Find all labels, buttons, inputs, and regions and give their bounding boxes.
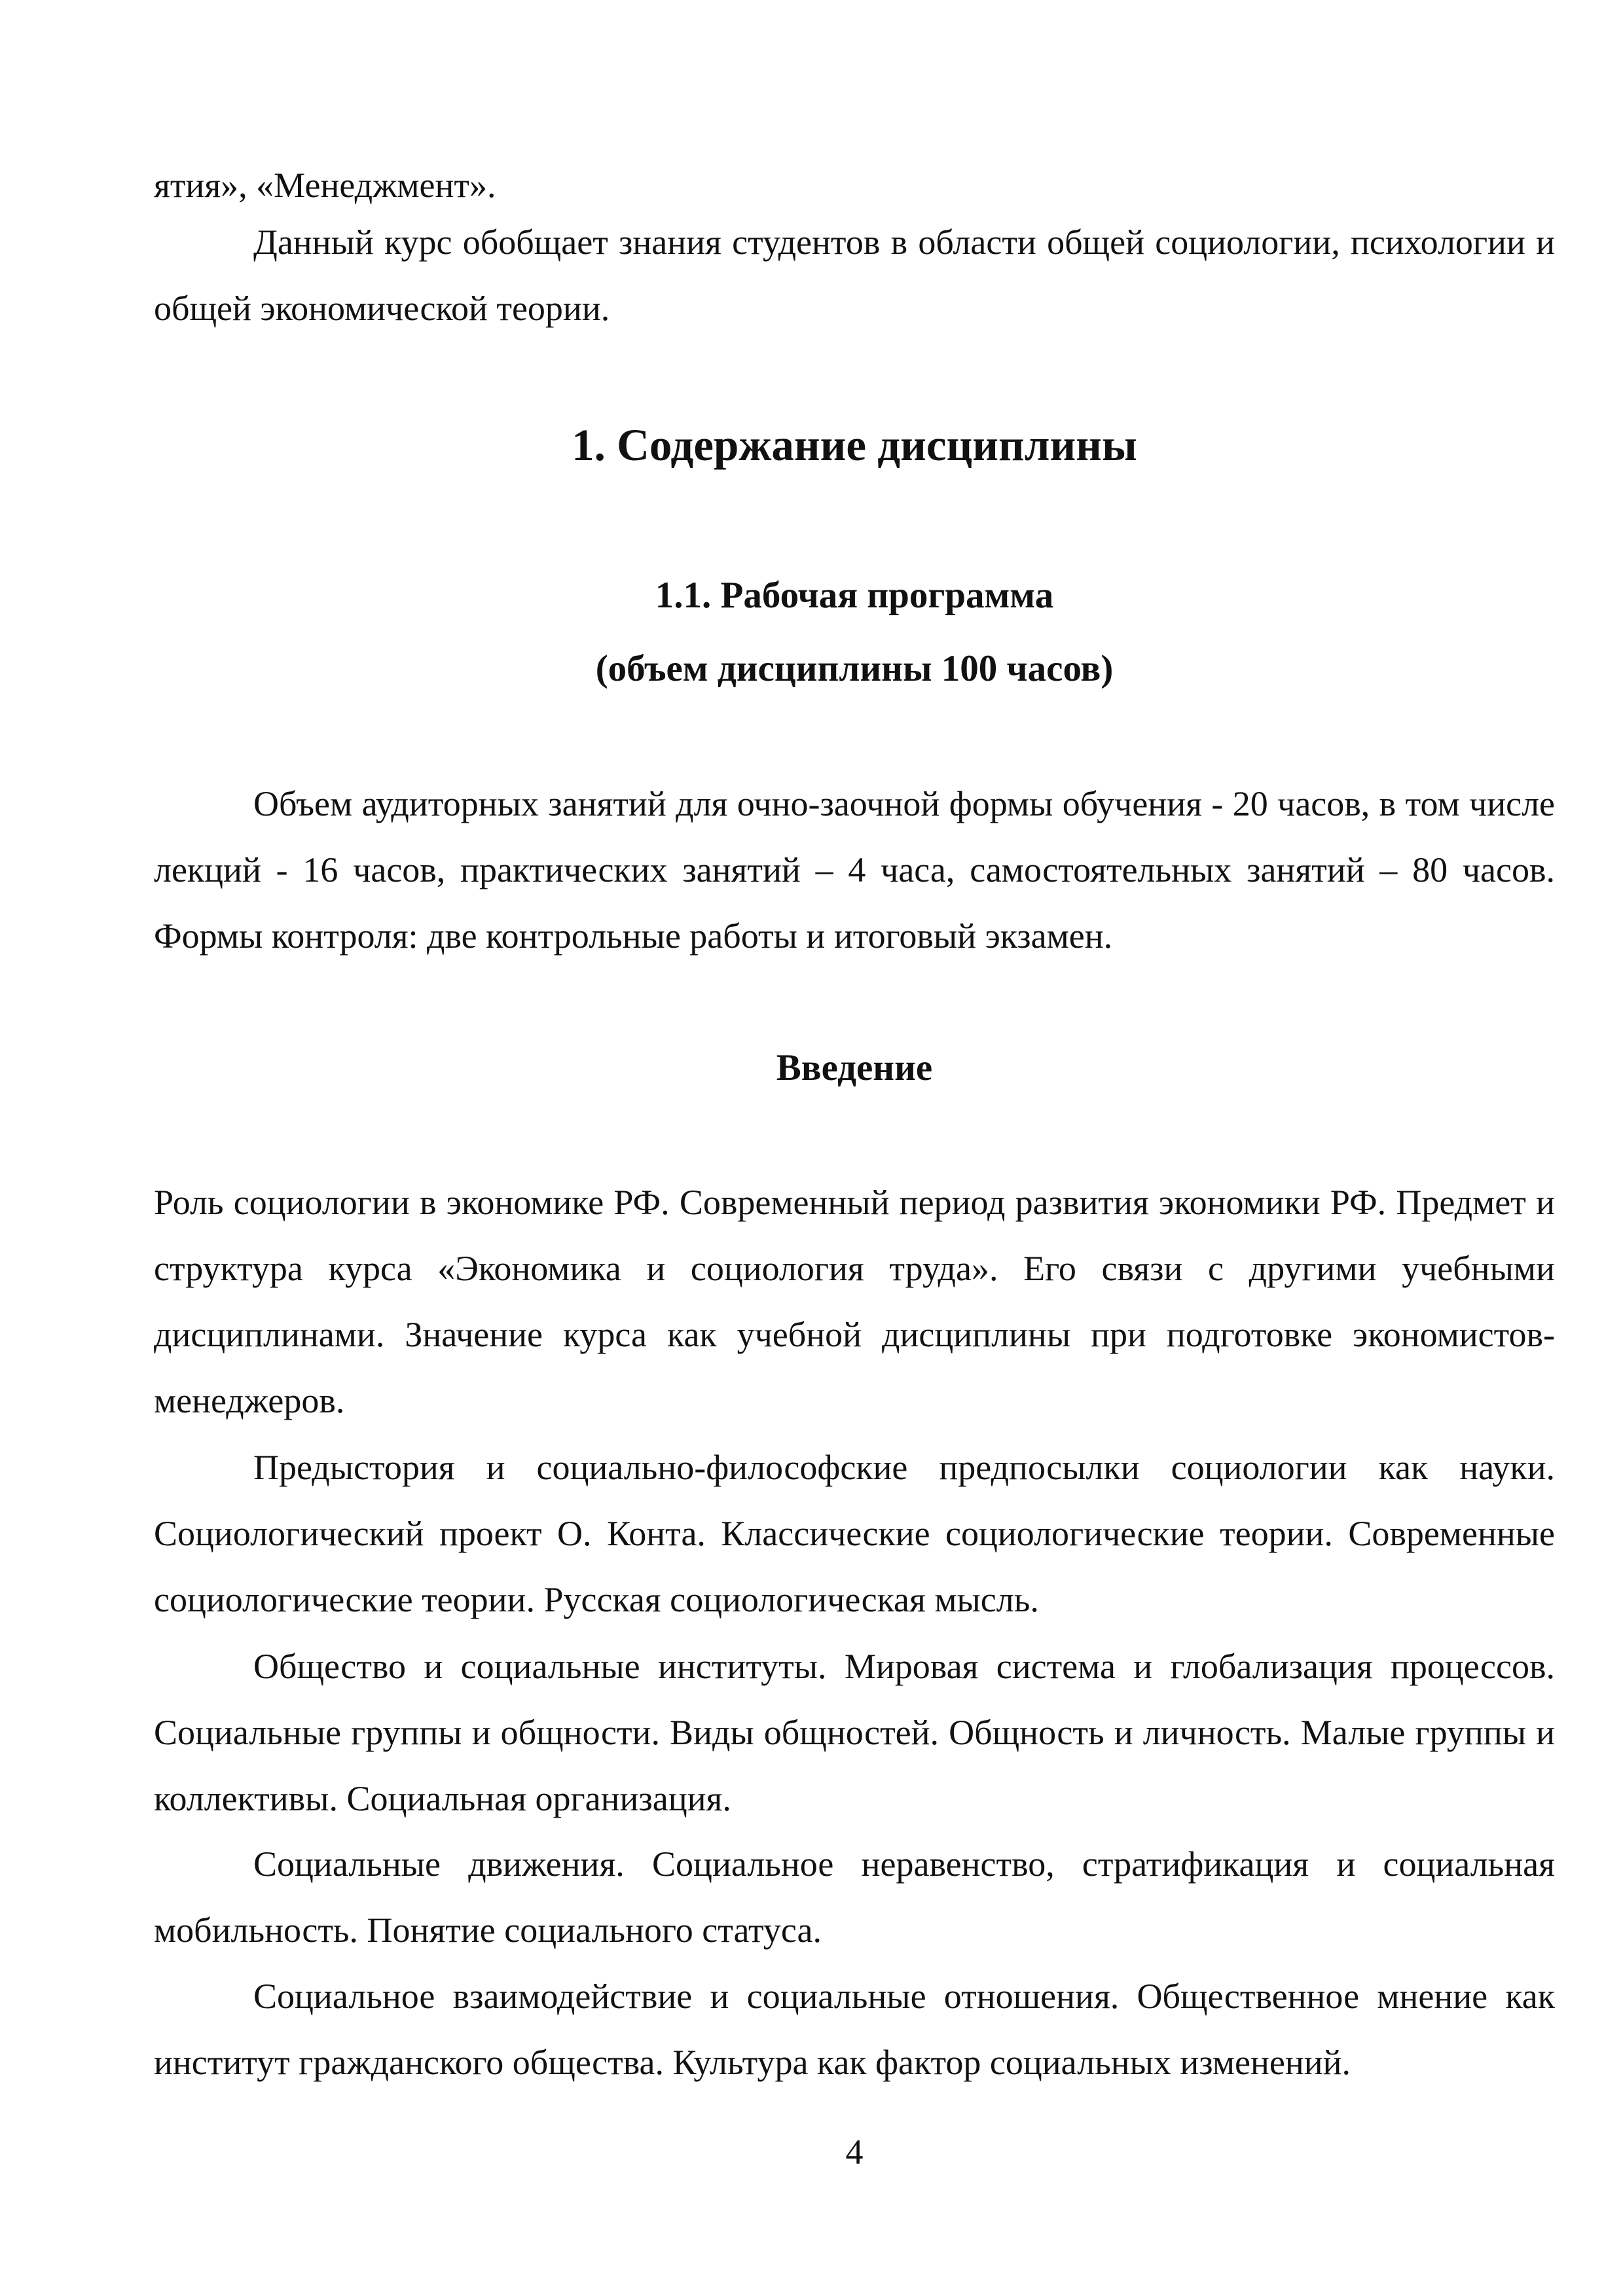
section-title: 1. Содержание дисциплины (572, 420, 1137, 470)
subsection-subtitle: (объем дисциплины 100 часов) (595, 648, 1114, 689)
intro-paragraph-movements: Социальные движения. Социальное неравенство, стратификация и социальная мобильность. Понятие социального статуса. (154, 1844, 1555, 1950)
course-volume-paragraph: Объем аудиторных занятий для очно-заочной формы обучения - 20 часов, в том числе лекций - 16 часов, практических занятий – 4 часа, самостоятельных занятий – 80 часов. Формы контроля: две контрольные работы и итоговый экзамен. (154, 784, 1555, 956)
subsection-title: 1.1. Рабочая программа (655, 575, 1054, 616)
course-summary-paragraph: Данный курс обобщает знания студентов в области общей социологии, психологии и общей экономической теории. (154, 223, 1555, 328)
introduction-heading: Введение (776, 1047, 933, 1088)
intro-paragraph-prehistory: Предыстория и социально-философские предпосылки социологии как науки. Социологический проект О. Конта. Классические социологические теории. Современные социологические теории. Русская социологическая мысль. (154, 1448, 1555, 1619)
page-number: 4 (845, 2132, 864, 2172)
intro-paragraph-society: Общество и социальные институты. Мировая система и глобализация процессов. Социальные группы и общности. Виды общностей. Общность и личность. Малые группы и коллективы. Социальная организация. (154, 1647, 1555, 1818)
intro-paragraph-role: Роль социологии в экономике РФ. Современный период развития экономики РФ. Предмет и структура курса «Экономика и социология труда». Его связи с другими учебными дисциплинами. Значение курса как учебной дисциплины при подготовке экономистов-менеджеров. (154, 1183, 1555, 1420)
continuation-paragraph: ятия», «Менеджмент». (154, 166, 496, 205)
intro-paragraph-interaction: Социальное взаимодействие и социальные отношения. Общественное мнение как институт гражданского общества. Культура как фактор социальных изменений. (154, 1977, 1555, 2082)
document-page (154, 0, 1555, 2296)
